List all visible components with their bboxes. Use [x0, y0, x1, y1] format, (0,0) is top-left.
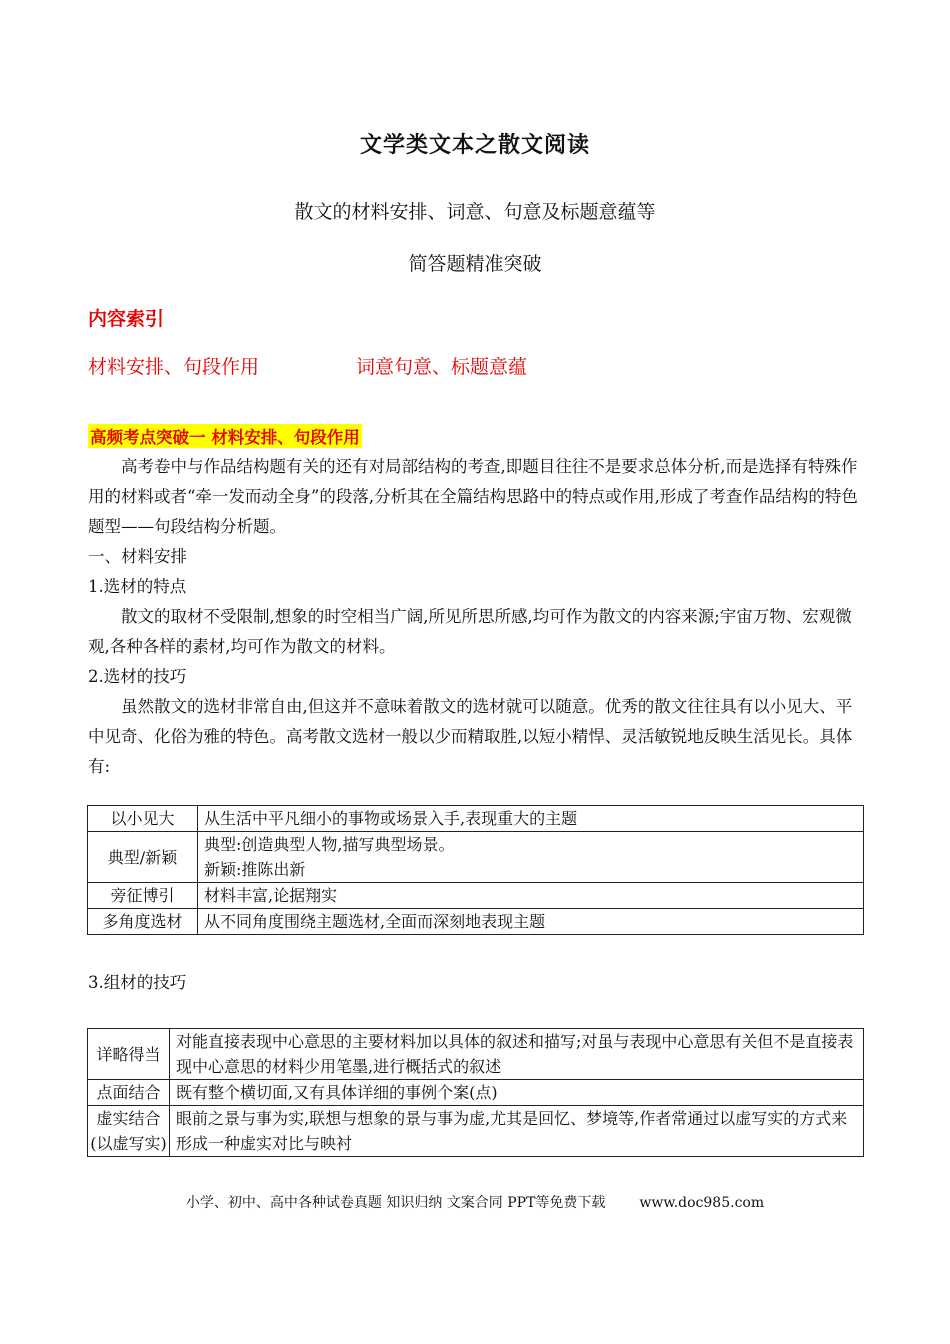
table-row [88, 1106, 864, 1157]
footer-url-link[interactable]: www.doc985.com [639, 1195, 765, 1211]
table-key: 旁征博引 [88, 883, 198, 909]
paragraph-selection-traits: 散文的取材不受限制,想象的时空相当广阔,所见所思所感,均可作为散文的内容来源;宇宙万物、宏观微观,各种各样的素材,均可作为散文的材料。 [88, 607, 852, 656]
document-title: 文学类文本之散文阅读 [359, 133, 590, 158]
table-value-line: 新颖:推陈出新 [204, 860, 306, 879]
table-key: 虚实结合(以虚写实) [88, 1106, 170, 1157]
section-body [88, 452, 864, 782]
table-value: 眼前之景与事为实,联想与想象的景与事为虚,尤其是回忆、梦境等,作者常通过以虚写实的方式来形成一种虚实对比与映衬 [170, 1106, 864, 1157]
table-key: 以小见大 [88, 806, 198, 832]
page-footer [0, 1192, 950, 1212]
table-value: 从不同角度围绕主题选材,全面而深刻地表现主题 [198, 909, 864, 935]
table-value: 材料丰富,论据翔实 [198, 883, 864, 909]
heading-selection-traits: 1.选材的特点 [88, 577, 187, 596]
index-link-meaning[interactable]: 词意句意、标题意蕴 [356, 356, 528, 378]
table-row [88, 1080, 864, 1106]
document-subtitle: 散文的材料安排、词意、句意及标题意蕴等 [294, 201, 656, 223]
paragraph-selection-skills: 虽然散文的选材非常自由,但这并不意味着散文的选材就可以随意。优秀的散文往往具有以小见大、平中见奇、化俗为雅的特色。高考散文选材一般以少而精取胜,以短小精悍、灵活敏锐地反映生活见长。具体有: [88, 697, 853, 776]
table-row [88, 883, 864, 909]
table-key: 多角度选材 [88, 909, 198, 935]
selection-skills-table [87, 805, 864, 935]
document-subtitle-2: 简答题精准突破 [408, 253, 542, 275]
heading-organizing-skills: 3.组材的技巧 [88, 973, 187, 992]
heading-selection-skills: 2.选材的技巧 [88, 667, 187, 686]
heading-material-arrangement: 一、材料安排 [88, 547, 187, 566]
index-link-material[interactable]: 材料安排、句段作用 [88, 356, 260, 378]
table-row [88, 832, 864, 883]
content-index-heading: 内容索引 [88, 308, 165, 330]
table-key: 详略得当 [88, 1029, 170, 1080]
table-key: 典型/新颖 [88, 832, 198, 883]
organizing-skills-table [87, 1028, 864, 1157]
footer-text: 小学、初中、高中各种试卷真题 知识归纳 文案合同 PPT等免费下载 [185, 1195, 606, 1211]
table-row [88, 909, 864, 935]
section-highlight-heading: 高频考点突破一 材料安排、句段作用 [88, 424, 362, 448]
table-value [198, 832, 864, 883]
table-key: 点面结合 [88, 1080, 170, 1106]
table-value: 既有整个横切面,又有具体详细的事例个案(点) [170, 1080, 864, 1106]
table-value: 从生活中平凡细小的事物或场景入手,表现重大的主题 [198, 806, 864, 832]
table-row [88, 806, 864, 832]
intro-paragraph: 高考卷中与作品结构题有关的还有对局部结构的考查,即题目往往不是要求总体分析,而是选择有特殊作用的材料或者“牵一发而动全身”的段落,分析其在全篇结构思路中的特点或作用,形成了考查作品结构的特色题型——句段结构分析题。 [88, 457, 858, 536]
table-value-line: 典型:创造典型人物,描写典型场景。 [204, 835, 455, 854]
table-row [88, 1029, 864, 1080]
table-value: 对能直接表现中心意思的主要材料加以具体的叙述和描写;对虽与表现中心意思有关但不是直接表现中心意思的材料少用笔墨,进行概括式的叙述 [170, 1029, 864, 1080]
